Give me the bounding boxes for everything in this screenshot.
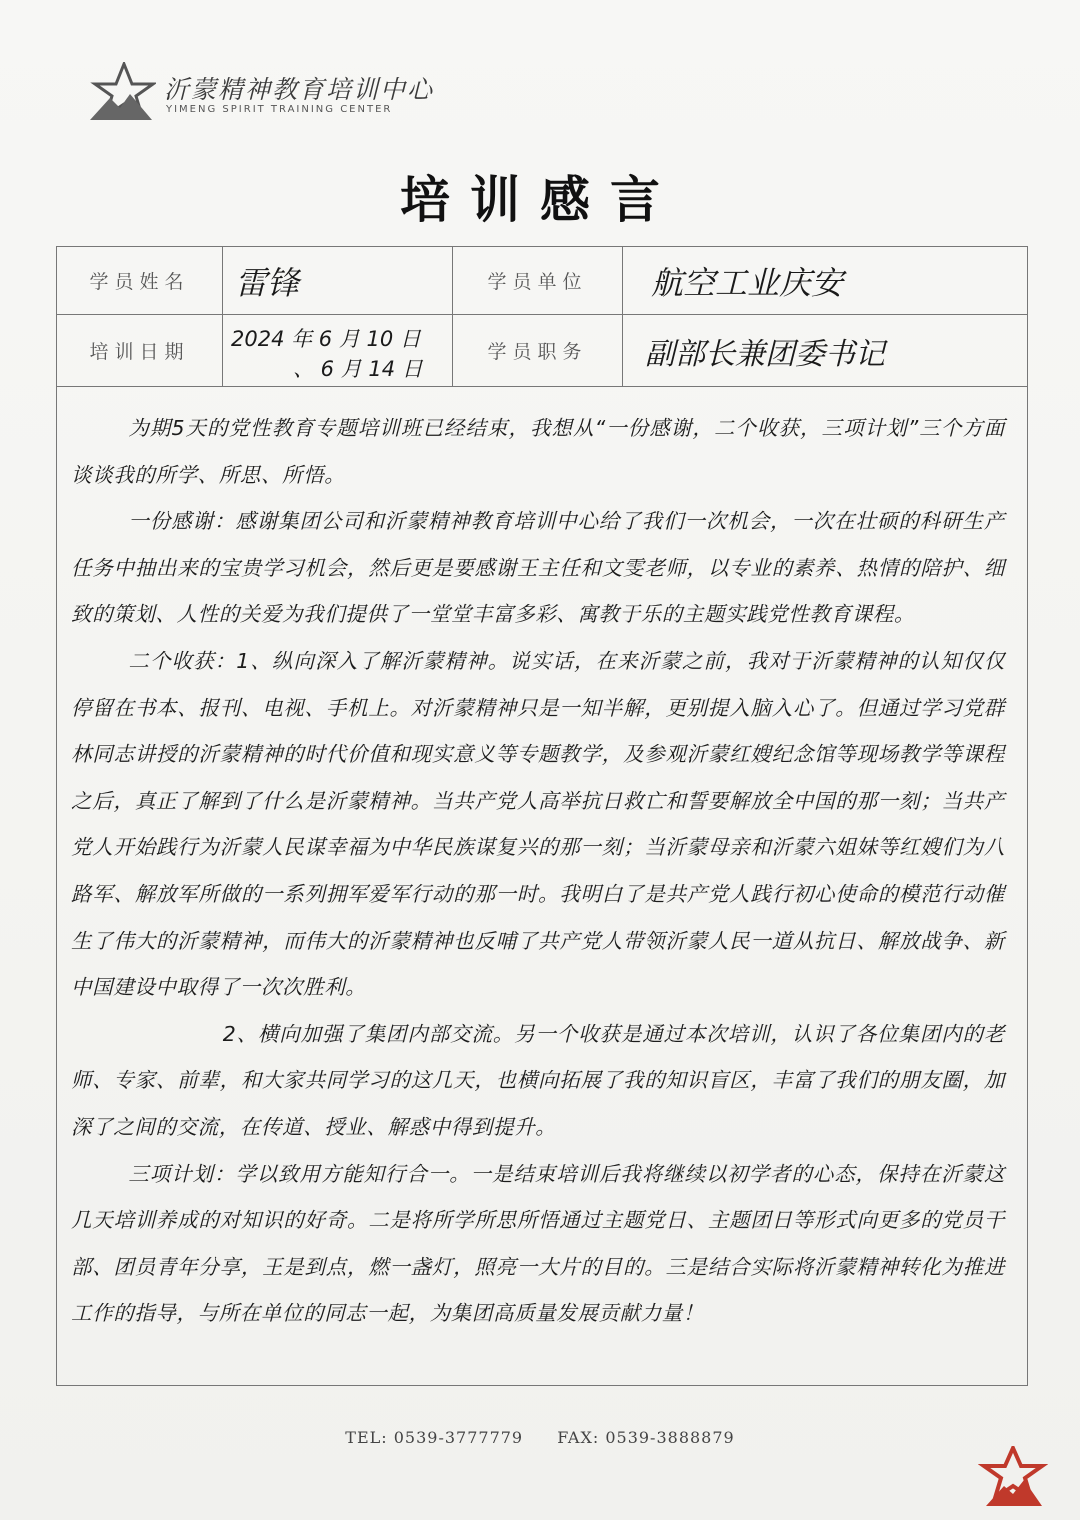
date-label: 培训日期 [57, 315, 223, 386]
name-label: 学员姓名 [57, 247, 223, 314]
footer-tel: TEL: 0539-3777779 [345, 1428, 524, 1447]
job-value: 副部长兼团委书记 [645, 336, 885, 372]
corner-star-logo-icon [978, 1446, 1048, 1508]
letterhead [86, 62, 506, 126]
form-row-date-job [57, 315, 1027, 387]
paragraph-gain-1: 二个收获：1、纵向深入了解沂蒙精神。说实话，在来沂蒙之前，我对于沂蒙精神的认知仅仅停留在书本、报刊、电视、手机上。对沂蒙精神只是一知半解，更别提入脑入心了。但通过学习党群林同志讲授的沂蒙精神的时代价值和现实意义等专题教学，及参观沂蒙红嫂纪念馆等现场教学等课程之后，真正了解到了什么是沂蒙精神。当共产党人高举抗日救亡和誓要解放全中国的那一刻；当共产党人开始践行为沂蒙人民谋幸福为中华民族谋复兴的那一刻；当沂蒙母亲和沂蒙六姐妹等红嫂们为八路军、解放军所做的一系列拥军爱军行动的那一时。我明白了是共产党人践行初心使命的模范行动催生了伟大的沂蒙精神，而伟大的沂蒙精神也反哺了共产党人带领沂蒙人民一道从抗日、解放战争、新中国建设中取得了一次次胜利。 [71, 648, 1005, 1000]
reflection-text [57, 387, 1027, 1385]
training-form [56, 246, 1028, 1386]
page-title: 培训感言 [400, 170, 680, 229]
name-value: 雷锋 [223, 247, 453, 314]
footer-fax: FAX: 0539-3888879 [557, 1428, 735, 1447]
date-start: 2024 年 6 月 10 日 [231, 327, 421, 351]
org-name-en: YIMENG SPIRIT TRAINING CENTER [166, 104, 393, 115]
contact-footer [0, 1428, 1080, 1447]
paragraph-thanks: 一份感谢：感谢集团公司和沂蒙精神教育培训中心给了我们一次机会，一次在壮硕的科研生产任务中抽出来的宝贵学习机会，然后更是要感谢王主任和文雯老师，以专业的素养、热情的陪护、细致的策划、人性的关爱为我们提供了一堂堂丰富多彩、寓教于乐的主题实践党性教育课程。 [71, 509, 1005, 627]
paragraph-intro: 为期5天的党性教育专题培训班已经结束，我想从“一份感谢，二个收获，三项计划”三个方面谈谈我的所学、所思、所悟。 [71, 416, 1005, 487]
paragraph-plans: 三项计划：学以致用方能知行合一。一是结束培训后我将继续以初学者的心态，保持在沂蒙这几天培训养成的对知识的好奇。二是将所学所思所悟通过主题党日、主题团日等形式向更多的党员干部、团员青年分享，王是到点，燃一盏灯，照亮一大片的目的。三是结合实际将沂蒙精神转化为推进工作的指导，与所在单位的同志一起，为集团高质量发展贡献力量！ [71, 1161, 1005, 1326]
org-name: 沂蒙精神教育培训中心 [164, 75, 435, 104]
unit-value: 航空工业庆安 [651, 263, 844, 302]
paragraph-gain-2: 2、横向加强了集团内部交流。另一个收获是通过本次培训，认识了各位集团内的老师、专家、前辈，和大家共同学习的这几天，也横向拓展了我的知识盲区，丰富了我们的朋友圈，加深了之间的交流，在传道、授业、解惑中得到提升。 [71, 1021, 1005, 1139]
star-mountain-logo-icon [86, 62, 156, 122]
form-row-name-unit [57, 247, 1027, 315]
date-end: 、 6 月 14 日 [293, 357, 423, 381]
unit-label: 学员单位 [453, 247, 623, 314]
job-label: 学员职务 [453, 315, 623, 386]
date-value [223, 315, 453, 386]
